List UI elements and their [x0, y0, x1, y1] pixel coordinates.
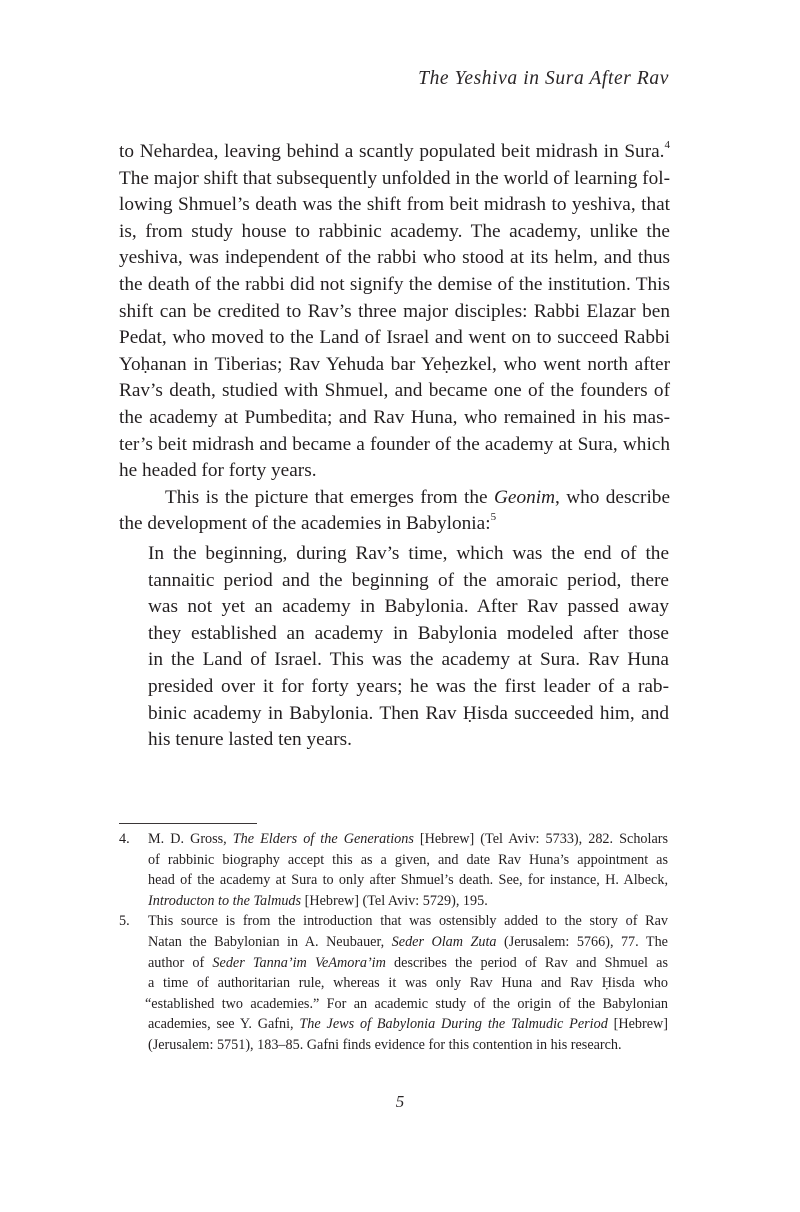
text-span: describes the period of Rav and Shmuel as [385, 954, 668, 971]
text-span: yeshiva, was independent of the rabbi who stood at its helm, and thus [119, 247, 670, 269]
text-span: the academy at Pumbedita; and Rav Huna, who remained in his mas- [119, 406, 670, 428]
text-span: M. D. Gross, [148, 831, 233, 847]
paragraph-2-line-2 [119, 511, 670, 538]
footnote-line [148, 891, 668, 912]
block-quote-line: tannaitic period and the beginning of the amoraic period, there [148, 569, 669, 591]
block-quote-line: presided over it for forty years; he was the first leader of a rab- [148, 675, 669, 697]
block-quote-line: binic academy in Babylonia. Then Rav Ḥisda succeeded him, and [148, 702, 669, 724]
footnote-ref-4[interactable]: 4 [664, 138, 670, 151]
body-text [119, 139, 670, 538]
text-span: ter’s beit midrash and became a founder of the academy at Sura, which [119, 433, 670, 455]
text-span: lowing Shmuel’s death was the shift from beit midrash to yeshiva, that [119, 194, 670, 216]
footnote-ref-5[interactable]: 5 [490, 510, 497, 523]
footnote-line [148, 911, 668, 932]
text-span: is, from study house to rabbinic academy. The academy, unlike the [119, 220, 670, 242]
text-span: “established two academies.” For an academic study of the origin of the Babylonian [145, 995, 668, 1012]
text-span: the development of the academies in Babylonia: [119, 513, 491, 535]
footnote-line [148, 1014, 668, 1035]
paragraph-2 [119, 485, 670, 538]
paragraph-1 [119, 139, 670, 485]
text-span: This source is from the introduction that was ostensibly added to the story of Rav [148, 913, 668, 930]
paragraph-1-line [119, 299, 670, 326]
footnote-line [148, 953, 668, 974]
footnote [119, 911, 668, 1055]
running-head: The Yeshiva in Sura After Rav [418, 68, 669, 89]
text-span: Pedat, who moved to the Land of Israel and went on to succeed Rabbi [119, 327, 670, 349]
text-span: (Jerusalem: 5751), 183–85. Gafni finds evidence for this contention in his research. [148, 1036, 622, 1053]
text-span: [Hebrew] (Tel Aviv: 5729), 195. [301, 892, 488, 909]
text-span: , who describe [555, 486, 671, 508]
text-span: shift can be credited to Rav’s three major disciples: Rabbi Elazar ben [119, 300, 670, 322]
block-quote-line: was not yet an academy in Babylonia. After Rav passed away [148, 596, 669, 618]
citation-title: The Jews of Babylonia During the Talmudic Period [299, 1016, 608, 1033]
text-span: This is the picture that emerges from the [165, 486, 494, 508]
footnote [119, 829, 668, 911]
citation-title: Introducton to the Talmuds [148, 892, 302, 909]
paragraph-1-line [119, 325, 670, 352]
footnote-divider [119, 823, 257, 824]
footnote-line [148, 850, 668, 871]
footnote-line [148, 1035, 668, 1056]
text-span: [Hebrew] (Tel Aviv: 5733), 282. Scholars [413, 831, 668, 847]
footnote-number: 5. [119, 913, 130, 930]
block-quote-line: they established an academy in Babylonia modeled after those [148, 622, 669, 644]
block-quote [148, 541, 669, 754]
text-span: head of the academy at Sura to only after Shmuel’s death. See, for instance, H. Albeck, [148, 872, 668, 889]
footnotes [119, 829, 668, 1056]
footnote-line [148, 829, 668, 850]
paragraph-1-line [119, 245, 670, 272]
footnote-line [148, 870, 668, 891]
text-span: he headed for forty years. [119, 460, 317, 482]
citation-title: Seder Tanna’im VeAmora’im [212, 954, 386, 971]
text-span: to Nehardea, leaving behind a scantly populated beit midrash in Sura. [119, 141, 665, 162]
text-span: academies, see Y. Gafni, [148, 1016, 300, 1033]
paragraph-1-line [119, 166, 670, 193]
paragraph-1-line [119, 458, 670, 485]
paragraph-2-line-1 [119, 485, 670, 512]
paragraph-1-line [119, 192, 670, 219]
text-span: author of [148, 954, 213, 971]
paragraph-1-line [119, 405, 670, 432]
citation-title: The Elders of the Generations [232, 831, 414, 847]
block-quote-line: in the Land of Israel. This was the academy at Sura. Rav Huna [148, 649, 669, 671]
text-span: the death of the rabbi did not signify the demise of the institution. This [119, 273, 670, 295]
footnote-line [145, 994, 668, 1015]
text-span: Rav’s death, studied with Shmuel, and became one of the founders of [119, 380, 670, 402]
text-span: [Hebrew] [607, 1016, 668, 1033]
text-span: Yoḥanan in Tiberias; Rav Yehuda bar Yeḥezkel, who went north after [119, 353, 670, 375]
text-span: a time of authoritarian rule, whereas it was only Rav Huna and Rav Ḥisda who [148, 975, 668, 992]
paragraph-1-line [119, 139, 670, 166]
footnote-line [148, 932, 668, 953]
paragraph-1-line [119, 432, 670, 459]
block-quote-line: In the beginning, during Rav’s time, which was the end of the [148, 543, 669, 564]
paragraph-1-line [119, 219, 670, 246]
text-span: The major shift that subsequently unfolded in the world of learning fol- [119, 167, 670, 189]
text-span: Natan the Babylonian in A. Neubauer, [148, 933, 392, 950]
block-quote-line: his tenure lasted ten years. [148, 729, 352, 751]
text-span: (Jerusalem: 5766), 77. The [496, 933, 668, 950]
citation-title: Seder Olam Zuta [391, 933, 497, 950]
footnote-number: 4. [119, 831, 130, 847]
paragraph-1-line [119, 352, 670, 379]
text-span: of rabbinic biography accept this as a given, and date Rav Huna’s appointment as [148, 851, 668, 868]
italic-term: Geonim [493, 486, 556, 508]
page-number: 5 [395, 1092, 405, 1111]
paragraph-1-line [119, 272, 670, 299]
paragraph-1-line [119, 378, 670, 405]
footnote-line [148, 973, 668, 994]
